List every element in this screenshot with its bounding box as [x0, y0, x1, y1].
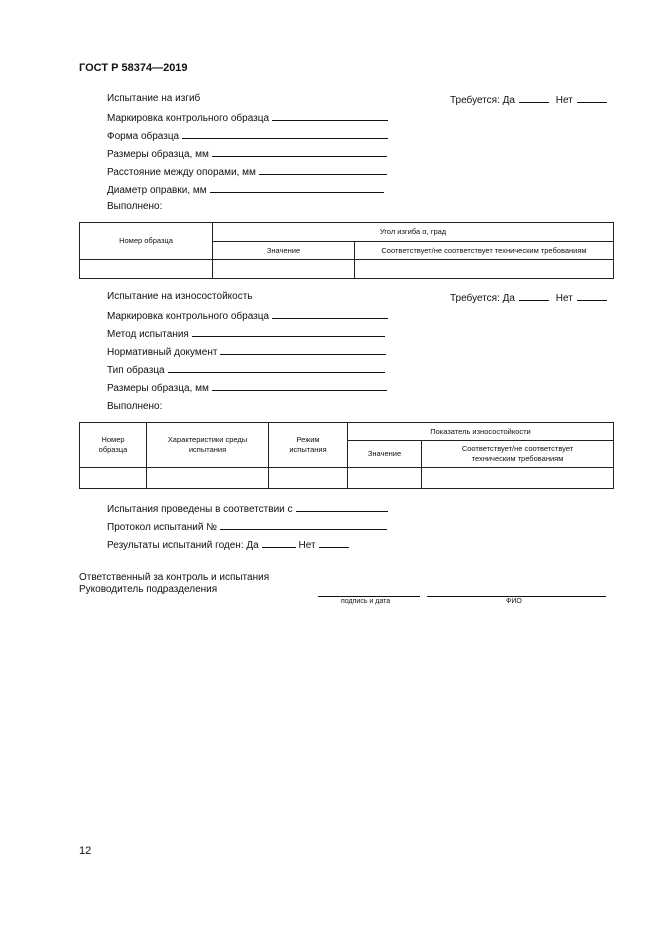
wear-field-method	[107, 327, 385, 340]
field-line[interactable]	[220, 345, 386, 355]
bend-no-label: Нет	[555, 95, 573, 106]
signature-caption: подпись и дата	[341, 598, 391, 605]
field-label: Маркировка контрольного образца	[107, 113, 270, 124]
col-wear-index: Показатель износостойкости	[348, 423, 614, 441]
field-line[interactable]	[296, 502, 388, 512]
table-cell[interactable]	[422, 468, 614, 489]
field-line[interactable]	[272, 309, 388, 319]
wear-required-label: Требуется:	[450, 293, 500, 304]
bend-test-title: Испытание на изгиб	[107, 93, 201, 104]
wear-no-field[interactable]	[577, 291, 607, 301]
head-label: Руководитель подразделения	[79, 584, 218, 595]
wear-yes-field[interactable]	[519, 291, 549, 301]
wear-no-label: Нет	[555, 293, 573, 304]
field-label: Маркировка контрольного образца	[107, 311, 270, 322]
bend-required-label: Требуется:	[450, 95, 500, 106]
field-line[interactable]	[220, 520, 387, 530]
wear-required	[450, 291, 611, 304]
bend-field-size	[107, 147, 387, 160]
col-mode	[269, 423, 348, 468]
field-label: Расстояние между опорами, мм	[107, 167, 256, 178]
field-line[interactable]	[262, 538, 296, 548]
bend-field-support-distance	[107, 165, 387, 178]
wear-done-label: Выполнено:	[107, 401, 163, 412]
conducted-per	[107, 502, 388, 515]
table-cell[interactable]	[355, 260, 614, 279]
table-cell[interactable]	[80, 468, 147, 489]
bend-no-field[interactable]	[577, 93, 607, 103]
field-line[interactable]	[168, 363, 385, 373]
wear-field-size	[107, 381, 387, 394]
col-sample	[80, 423, 147, 468]
header-line: Номер	[101, 435, 125, 444]
field-line[interactable]	[210, 183, 384, 193]
name-caption: ФИО	[506, 598, 522, 605]
field-line[interactable]	[272, 111, 388, 121]
table-cell[interactable]	[80, 260, 213, 279]
wear-results-table	[79, 422, 614, 489]
field-line[interactable]	[212, 381, 387, 391]
table-cell[interactable]	[348, 468, 422, 489]
table-cell[interactable]	[269, 468, 348, 489]
field-label: Протокол испытаний №	[107, 522, 217, 533]
field-label: Диаметр оправки, мм	[107, 185, 207, 196]
bend-field-marking	[107, 111, 388, 124]
col-comply	[422, 441, 614, 468]
field-label: Форма образца	[107, 131, 180, 142]
protocol-number	[107, 520, 387, 533]
field-label: Метод испытания	[107, 329, 189, 340]
bend-required	[450, 93, 611, 106]
bend-yes-field[interactable]	[519, 93, 549, 103]
col-angle: Угол изгиба α, град	[213, 223, 614, 242]
wear-test-title: Испытание на износостойкость	[107, 291, 253, 302]
wear-yes-label: Да	[502, 293, 515, 304]
signature-line[interactable]	[318, 596, 420, 597]
wear-field-marking	[107, 309, 388, 322]
document-header: ГОСТ Р 58374—2019	[79, 62, 188, 74]
field-label: Тип образца	[107, 365, 165, 376]
field-line[interactable]	[212, 147, 387, 157]
header-line: Характеристики среды	[167, 435, 248, 444]
col-environment	[147, 423, 269, 468]
field-label: Испытания проведены в соответствии с	[107, 504, 293, 515]
responsible-label: Ответственный за контроль и испытания	[79, 572, 270, 583]
col-value: Значение	[213, 242, 355, 260]
page-number: 12	[79, 845, 92, 857]
field-line[interactable]	[319, 538, 349, 548]
field-label: Размеры образца, мм	[107, 149, 209, 160]
col-comply: Соответствует/не соответствует техническим требованиям	[355, 242, 614, 260]
field-label: Результаты испытаний годен: Да	[107, 540, 259, 551]
field-label: Размеры образца, мм	[107, 383, 209, 394]
wear-field-standard	[107, 345, 386, 358]
field-line[interactable]	[182, 129, 388, 139]
header-line: Режим	[296, 435, 320, 444]
header-line: испытания	[188, 445, 227, 454]
header-line: испытания	[289, 445, 327, 454]
field-line[interactable]	[192, 327, 385, 337]
field-label: Нет	[298, 540, 316, 551]
bend-field-shape	[107, 129, 388, 142]
col-value: Значение	[348, 441, 422, 468]
col-sample: Номер образца	[80, 223, 213, 260]
wear-field-type	[107, 363, 385, 376]
bend-results-table	[79, 222, 614, 279]
table-cell[interactable]	[213, 260, 355, 279]
table-cell[interactable]	[147, 468, 269, 489]
header-line: образца	[98, 445, 128, 454]
test-result	[107, 538, 349, 551]
field-label: Нормативный документ	[107, 347, 218, 358]
header-line: техническим требованиям	[471, 454, 564, 463]
bend-yes-label: Да	[502, 95, 515, 106]
field-line[interactable]	[259, 165, 387, 175]
bend-field-mandrel-diameter	[107, 183, 384, 196]
header-line: Соответствует/не соответствует	[461, 444, 574, 453]
name-line[interactable]	[427, 596, 606, 597]
bend-done-label: Выполнено:	[107, 201, 163, 212]
